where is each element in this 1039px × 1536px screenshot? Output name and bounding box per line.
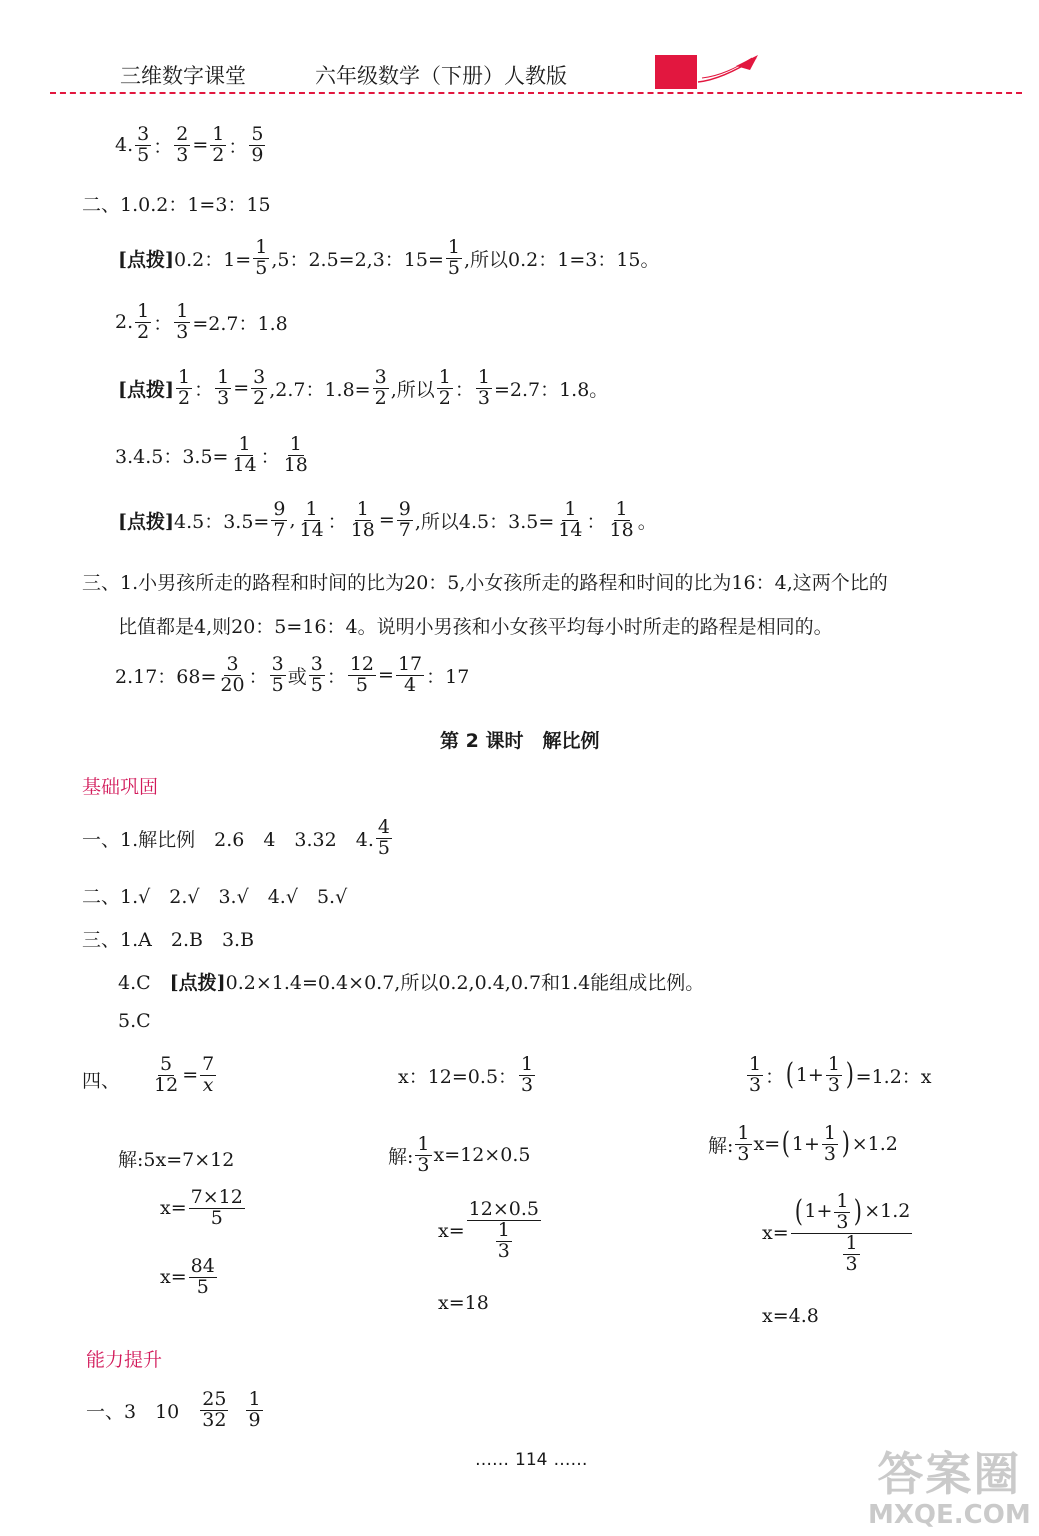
lesson-title: 第 2 课时 解比例: [440, 730, 600, 752]
right-paren: ): [854, 1194, 863, 1230]
p1-step1: 解:5x=7×12: [118, 1149, 235, 1171]
fraction: $\frac{1}{2}$: [177, 366, 191, 409]
p1-step2: x= $\frac{7\times 12}{5}$: [160, 1186, 243, 1229]
fraction: $\frac{7}{x}$: [202, 1053, 215, 1096]
fraction: $\frac{1}{3}$: [836, 1190, 849, 1233]
fraction: $\frac{9}{7}$: [273, 498, 286, 541]
header-left-title: 三维数字课堂: [120, 64, 246, 88]
fraction: $\frac{1}{3}$: [217, 366, 230, 409]
header-center-title: 六年级数学（下册）人教版: [315, 64, 567, 88]
p3-step3: x=4.8: [762, 1305, 819, 1327]
page-number: 114: [515, 1450, 548, 1470]
fraction: $\frac{1}{3}$: [845, 1231, 858, 1275]
basic-q4: 4.C [点拨] 0.2×1.4=0.4×0.7,所以0.2,0.4,0.7和1.4能组成比例。: [118, 968, 704, 995]
tip-tag: [点拨]: [118, 378, 174, 401]
fraction: $\frac{17}{4}$: [397, 653, 423, 696]
p2-step2: x= $\frac{12\times 0.5}{\frac{1}{3}}$: [438, 1198, 539, 1262]
p1-step3: x= $\frac{84}{5}$: [160, 1255, 215, 1298]
fraction: $\frac{7\times 12}{5}$: [190, 1186, 243, 1229]
page-footer: …… 114 ……: [475, 1450, 588, 1470]
basic-four-label: 四、: [82, 1070, 121, 1092]
basic-q3: 三、1.A 2.B 3.B: [82, 929, 255, 951]
fraction: $\frac{1}{2}$: [438, 366, 451, 409]
fraction: $\frac{1}{2}$: [212, 123, 225, 166]
section-heading-ability: 能力提升: [86, 1349, 163, 1371]
ability-q1: 一、3 10 $\frac{25}{32}$ $\frac{1}{9}$: [86, 1388, 261, 1431]
fraction: $\frac{3}{5}$: [137, 123, 150, 166]
tip-tag: [点拨]: [169, 972, 226, 994]
s3-q1-line1: 三、1.小男孩所走的路程和时间的比为20：5,小女孩所走的路程和时间的比为16：4,这两个比的: [82, 572, 888, 594]
basic-q1: 一、1.解比例 2.6 4 3.32 4. $\frac{4}{5}$: [82, 816, 390, 859]
fraction: $\frac{1}{3}$: [417, 1133, 430, 1176]
fraction: $\frac{1}{2}$: [137, 300, 150, 343]
s2-q2: 2. $\frac{1}{2}$ ： $\frac{1}{3}$ =2.7：1.8: [115, 300, 288, 343]
s2-tip3: [点拨] 4.5：3.5= $\frac{9}{7}$ , $\frac{1}{14}$ ： $\frac{1}{18}$ = $\frac{9}{7}$ ,所以4.5：3.5= $\frac{1}{14}$ ： $\frac{1}{18}$ 。: [118, 498, 657, 541]
fraction: $\frac{12}{5}$: [349, 653, 375, 696]
fraction: $\frac{9}{7}$: [398, 498, 411, 541]
fraction: $\frac{1}{14}$: [299, 498, 324, 541]
p2-step3: x=18: [438, 1292, 489, 1314]
fraction: $\frac{3}{2}$: [253, 366, 266, 409]
s2-tip2: [点拨] $\frac{1}{2}$ ： $\frac{1}{3}$ = $\frac{3}{2}$ ,2.7：1.8= $\frac{3}{2}$ ,所以 $\frac{1}{2}$ ： $\frac{1}{3}$ =2.7：1.8。: [118, 366, 609, 409]
fraction: $\frac{1}{14}$: [232, 433, 257, 476]
s2-q1: 二、1.0.2：1=3：15: [82, 194, 271, 216]
watermark-logo: 答案圈 MXQE.COM: [868, 1447, 1031, 1530]
p2-step1: 解: $\frac{1}{3}$ x=12×0.5: [388, 1133, 531, 1176]
left-paren: (: [785, 1057, 795, 1093]
fraction: $\frac{1}{5}$: [447, 236, 460, 279]
fraction: $\frac{1}{3}$: [749, 1053, 762, 1096]
fraction: $\frac{1}{3}$: [823, 1122, 836, 1165]
fraction: $\frac{1}{3}$: [477, 366, 490, 409]
fraction: $\frac{1}{5}$: [255, 236, 268, 279]
fraction: $\frac{1}{3}$: [737, 1122, 750, 1165]
fraction: $\frac{3}{5}$: [310, 653, 323, 696]
fraction: $\frac{1}{18}$: [350, 498, 375, 541]
fraction: $\frac{5}{9}$: [251, 123, 264, 166]
fraction: $\frac{1}{3}$: [176, 300, 189, 343]
s3-q2: 2.17：68= $\frac{3}{20}$ ： $\frac{3}{5}$ 或 $\frac{3}{5}$ ： $\frac{12}{5}$ = $\frac{17}{4}$ ：17: [115, 653, 470, 696]
compound-fraction: $\frac{12\times 0.5}{\frac{1}{3}}$: [468, 1198, 539, 1262]
rocket-icon: [692, 52, 764, 88]
section-heading-basic: 基础巩固: [82, 776, 159, 798]
left-paren: (: [794, 1194, 803, 1230]
right-paren: ): [841, 1126, 850, 1162]
fraction: $\frac{2}{3}$: [176, 123, 189, 166]
p2-equation: x：12=0.5： $\frac{1}{3}$: [398, 1053, 534, 1096]
s3-q1-line2: 比值都是4,则20：5=16：4。说明小男孩和小女孩平均每小时所走的路程是相同的。: [118, 616, 833, 638]
fraction: $\frac{84}{5}$: [190, 1255, 215, 1298]
fraction: $\frac{1}{9}$: [248, 1388, 261, 1431]
s2-q3: 3.4.5：3.5= $\frac{1}{14}$ ： $\frac{1}{18}$: [115, 433, 308, 476]
tip-tag: [点拨]: [118, 248, 174, 271]
fraction: $\frac{1}{18}$: [283, 433, 308, 476]
s2-tip1: [点拨] 0.2：1= $\frac{1}{5}$ ,5：2.5=2,3：15= $\frac{1}{5}$ ,所以0.2：1=3：15。: [118, 236, 660, 279]
fraction: $\frac{3}{20}$: [220, 653, 245, 696]
p3-step1: 解: $\frac{1}{3}$ x= ( 1+ $\frac{1}{3}$ ) ×1.2: [708, 1122, 898, 1165]
fraction: $\frac{5}{12}$: [154, 1053, 179, 1096]
fraction: $\frac{25}{32}$: [202, 1388, 227, 1431]
fraction: $\frac{3}{2}$: [374, 366, 387, 409]
header-dashed-rule: [50, 92, 1022, 94]
fraction: $\frac{1}{3}$: [497, 1218, 510, 1262]
p3-equation: $\frac{1}{3}$ ： ( 1+ $\frac{1}{3}$ ) =1.2：x: [749, 1053, 932, 1096]
right-paren: ): [845, 1057, 854, 1093]
fraction: $\frac{4}{5}$: [377, 816, 390, 859]
tip-tag: [点拨]: [118, 510, 174, 533]
p1-equation: $\frac{5}{12}$ = $\frac{7}{x}$: [154, 1053, 215, 1096]
basic-q2: 二、1.√ 2.√ 3.√ 4.√ 5.√: [82, 886, 348, 908]
s1-q4: 4. $\frac{3}{5}$ ： $\frac{2}{3}$ = $\frac{1}{2}$ ： $\frac{5}{9}$: [115, 123, 264, 166]
header-red-box: [655, 55, 697, 89]
p3-step2: x= ( 1+ $\frac{1}{3}$ ) ×1.2 $\frac{1}{3}$: [762, 1190, 911, 1275]
fraction: $\frac{1}{18}$: [609, 498, 634, 541]
basic-q5: 5.C: [118, 1010, 151, 1032]
fraction: $\frac{1}{14}$: [558, 498, 583, 541]
compound-fraction: ( 1+ $\frac{1}{3}$ ) ×1.2 $\frac{1}{3}$: [791, 1192, 913, 1275]
fraction: $\frac{1}{3}$: [827, 1053, 840, 1096]
fraction: $\frac{3}{5}$: [271, 653, 284, 696]
left-paren: (: [781, 1126, 791, 1162]
s1-q4-lead: 4.: [115, 134, 134, 157]
fraction: $\frac{1}{3}$: [521, 1053, 534, 1096]
